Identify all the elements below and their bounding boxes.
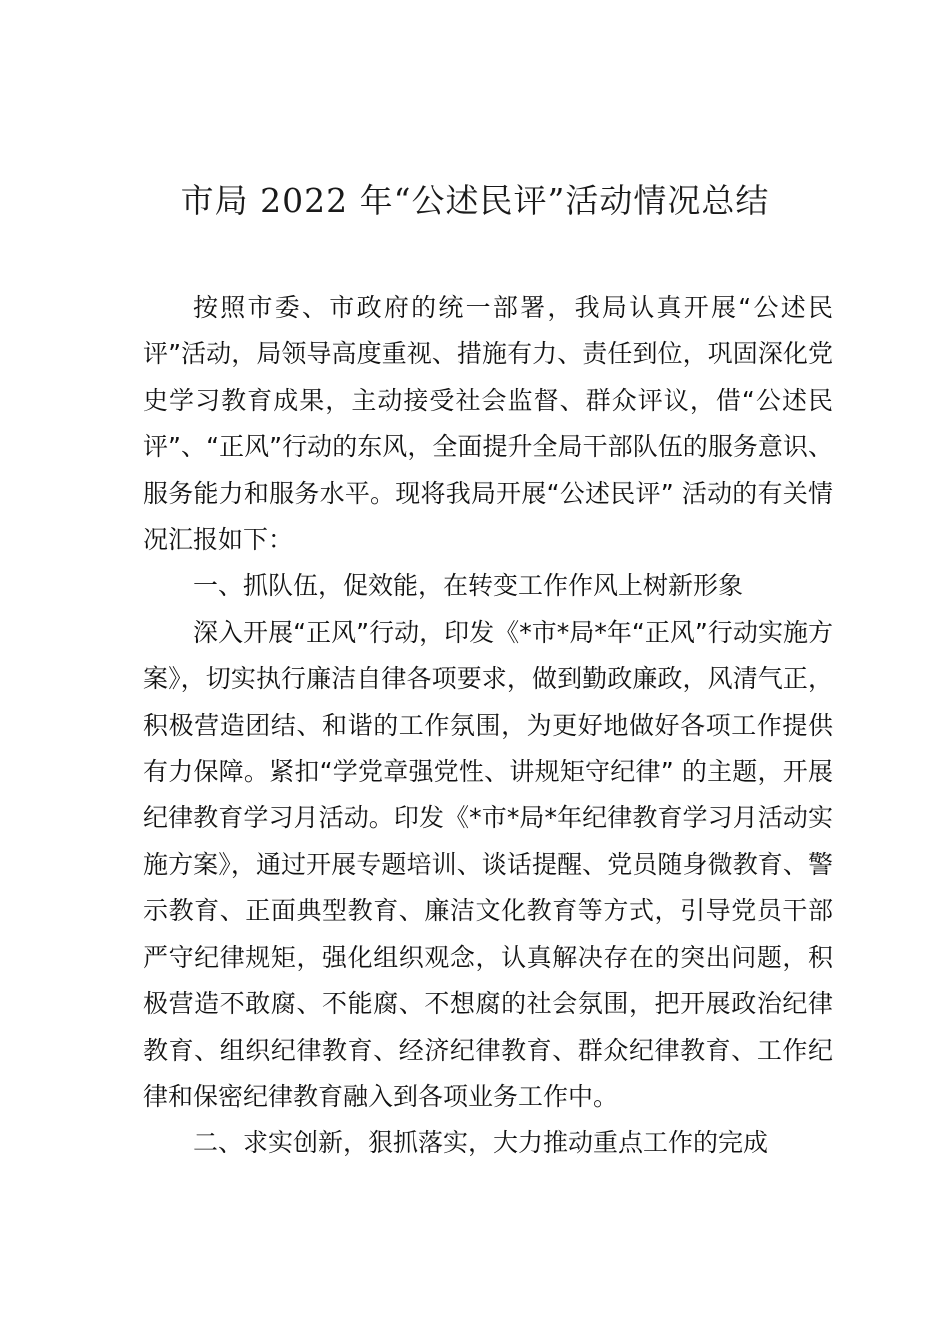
section-2-heading: 二、求实创新，狠抓落实，大力推动重点工作的完成 <box>193 1128 769 1158</box>
document-title: 市局 2022 年“公述民评”活动情况总结 <box>180 181 770 220</box>
section-1-heading: 一、抓队伍，促效能，在转变工作作风上树新形象 <box>193 571 744 601</box>
section-1-paragraph: 深入开展“正风”行动，印发《*市*局*年“正风”行动实施方案》，切实执行廉洁自律各项要求，做到勤政廉政，风清气正，积极营造团结、和谐的工作氛围，为更好地做好各项工作提供有力保障。紧扣“学党章强党性、讲规矩守纪律” 的主题，开展纪律教育学习月活动。印发《*市*局*年纪律教育学习月活动实施方案》，通过开展专题培训、谈话提醒、党员随身微教育、警示教育、正面典型教育、廉洁文化教育等方式，引导党员干部严守纪律规矩，强化组织观念，认真解决存在的突出问题，积极营造不敢腐、不能腐、不想腐的社会氛围，把开展政治纪律教育、组织纪律教育、经济纪律教育、群众纪律教育、工作纪律和保密纪律教育融入到各项业务工作中。 <box>143 617 833 1111</box>
document-body <box>143 285 833 1167</box>
intro-paragraph: 按照市委、市政府的统一部署，我局认真开展“公述民评”活动，局领导高度重视、措施有力、责任到位，巩固深化党史学习教育成果，主动接受社会监督、群众评议，借“公述民评”、“正风”行动的东风，全面提升全局干部队伍的服务意识、服务能力和服务水平。现将我局开展“公述民评” 活动的有关情况汇报如下： <box>143 293 833 555</box>
